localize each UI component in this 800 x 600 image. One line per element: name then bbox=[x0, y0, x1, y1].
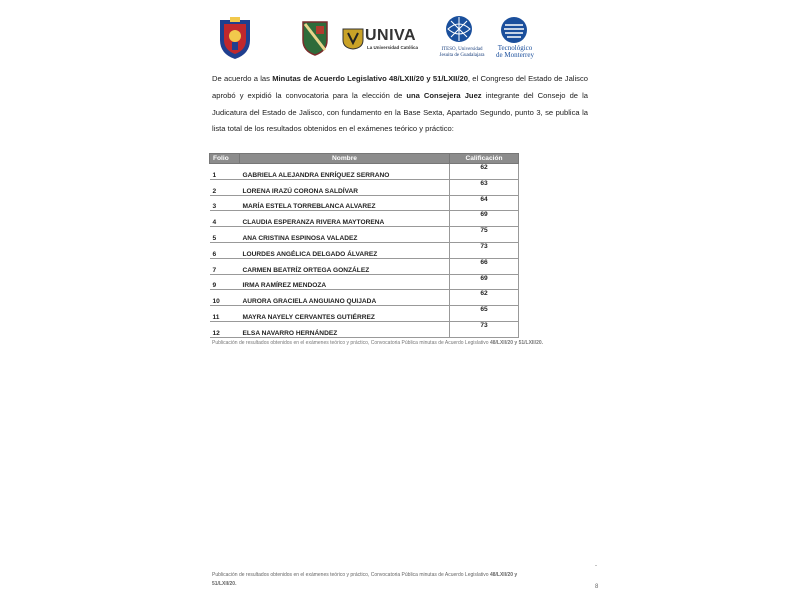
table-row bbox=[210, 179, 519, 195]
page-number: 8 bbox=[595, 584, 599, 590]
iteso-line2: Jesuita de Guadalajara bbox=[439, 53, 485, 58]
cell-calificacion: 65 bbox=[450, 306, 519, 322]
univa-name: UNIVA bbox=[365, 27, 417, 44]
cell-folio: 4 bbox=[210, 211, 240, 227]
cell-folio: 7 bbox=[210, 258, 240, 274]
cell-folio: 10 bbox=[210, 290, 240, 306]
iteso-line1: ITESO, Universidad bbox=[441, 47, 483, 52]
header-nombre: Nombre bbox=[240, 154, 450, 164]
cell-calificacion: 64 bbox=[450, 195, 519, 211]
cell-nombre: GABRIELA ALEJANDRA ENRÍQUEZ SERRANO bbox=[240, 164, 450, 180]
cell-calificacion: 66 bbox=[450, 258, 519, 274]
caption-bold: 48/LXII/20 y 51/LXII/20. bbox=[489, 340, 544, 346]
cell-nombre: MAYRA NAYELY CERVANTES GUTIÉRREZ bbox=[240, 306, 450, 322]
univa-logo-icon bbox=[342, 28, 364, 50]
cell-folio: 11 bbox=[210, 306, 240, 322]
cell-nombre: LORENA IRAZÚ CORONA SALDÍVAR bbox=[240, 179, 450, 195]
cell-calificacion: 69 bbox=[450, 274, 519, 290]
cell-folio: 3 bbox=[210, 195, 240, 211]
table-header-row bbox=[210, 154, 519, 164]
cell-nombre: AURORA GRACIELA ANGUIANO QUIJADA bbox=[240, 290, 450, 306]
intro-text-1: De acuerdo a las bbox=[212, 74, 273, 83]
cell-nombre: CLAUDIA ESPERANZA RIVERA MAYTORENA bbox=[240, 211, 450, 227]
footer-text: Publicación de resultados obtenidos en el exámenes teórico y práctico, Convocatoria Pública minutas de Acuerdo Legislativo bbox=[212, 572, 490, 578]
header-calificacion: Calificación bbox=[450, 154, 519, 164]
logos-header bbox=[212, 14, 552, 66]
cell-nombre: ELSA NAVARRO HERNÁNDEZ bbox=[240, 321, 450, 337]
table-row bbox=[210, 290, 519, 306]
table-caption bbox=[212, 339, 590, 348]
footer-bold: 48/LXII/20 y bbox=[489, 572, 518, 578]
intro-text-2: , el Congreso del Estado de Jalisco aprobó y expidió la convocatoria para la elección de bbox=[212, 74, 588, 100]
tec-logo-icon bbox=[500, 16, 528, 44]
intro-bold-consejera: una Consejera Juez bbox=[406, 90, 482, 100]
cell-calificacion: 73 bbox=[450, 321, 519, 337]
tec-line1: Tecnológico bbox=[497, 44, 533, 52]
cell-folio: 1 bbox=[210, 164, 240, 180]
table-row bbox=[210, 306, 519, 322]
cell-calificacion: 63 bbox=[450, 179, 519, 195]
table-row bbox=[210, 242, 519, 258]
udg-shield-icon bbox=[218, 16, 252, 60]
header-folio: Folio bbox=[210, 154, 240, 164]
cell-nombre: LOURDES ANGÉLICA DELGADO ÁLVAREZ bbox=[240, 242, 450, 258]
table-row bbox=[210, 274, 519, 290]
cell-calificacion: 62 bbox=[450, 290, 519, 306]
cell-nombre: IRMA RAMÍREZ MENDOZA bbox=[240, 274, 450, 290]
caption-text: Publicación de resultados obtenidos en el exámenes teórico y práctico, Convocatoria Pública minutas de Acuerdo Legislativo bbox=[212, 340, 490, 346]
tec-line2: de Monterrey bbox=[496, 51, 534, 59]
iteso-logo-icon bbox=[444, 14, 474, 44]
cell-calificacion: 73 bbox=[450, 242, 519, 258]
footer-tail: 51/LXII/20. bbox=[212, 581, 237, 587]
intro-text-3: integrante del Consejo de la Judicatura del Estado de Jalisco, con fundamento en la Base Sexta, Apartado Segundo, punto 3, se publica la lista total de los resultados obtenidos en el exámenes teórico y práctico: bbox=[212, 90, 588, 134]
table-row bbox=[210, 321, 519, 337]
table-row bbox=[210, 164, 519, 180]
cell-nombre: ANA CRISTINA ESPINOSA VALADEZ bbox=[240, 227, 450, 243]
table-row bbox=[210, 227, 519, 243]
cell-folio: 6 bbox=[210, 242, 240, 258]
cell-calificacion: 69 bbox=[450, 211, 519, 227]
cell-calificacion: 75 bbox=[450, 227, 519, 243]
table-row bbox=[210, 195, 519, 211]
page-footer bbox=[212, 571, 582, 589]
cell-folio: 9 bbox=[210, 274, 240, 290]
cell-nombre: MARÍA ESTELA TORREBLANCA ALVAREZ bbox=[240, 195, 450, 211]
tec-text bbox=[490, 45, 540, 59]
cell-folio: 5 bbox=[210, 227, 240, 243]
intro-paragraph bbox=[212, 71, 588, 138]
cell-nombre: CARMEN BEATRÍZ ORTEGA GONZÁLEZ bbox=[240, 258, 450, 274]
footer-dash: - bbox=[595, 563, 597, 569]
intro-bold-minutas: Minutas de Acuerdo Legislativo 48/LXII/20 y 51/LXII/20 bbox=[272, 74, 468, 83]
cell-folio: 12 bbox=[210, 321, 240, 337]
results-table bbox=[209, 153, 519, 338]
cell-folio: 2 bbox=[210, 179, 240, 195]
univa-subtitle: La Universidad Católica bbox=[367, 45, 419, 50]
cell-calificacion: 62 bbox=[450, 164, 519, 180]
table-row bbox=[210, 211, 519, 227]
shield-green-icon bbox=[302, 20, 328, 56]
table-row bbox=[210, 258, 519, 274]
iteso-text bbox=[432, 47, 492, 59]
